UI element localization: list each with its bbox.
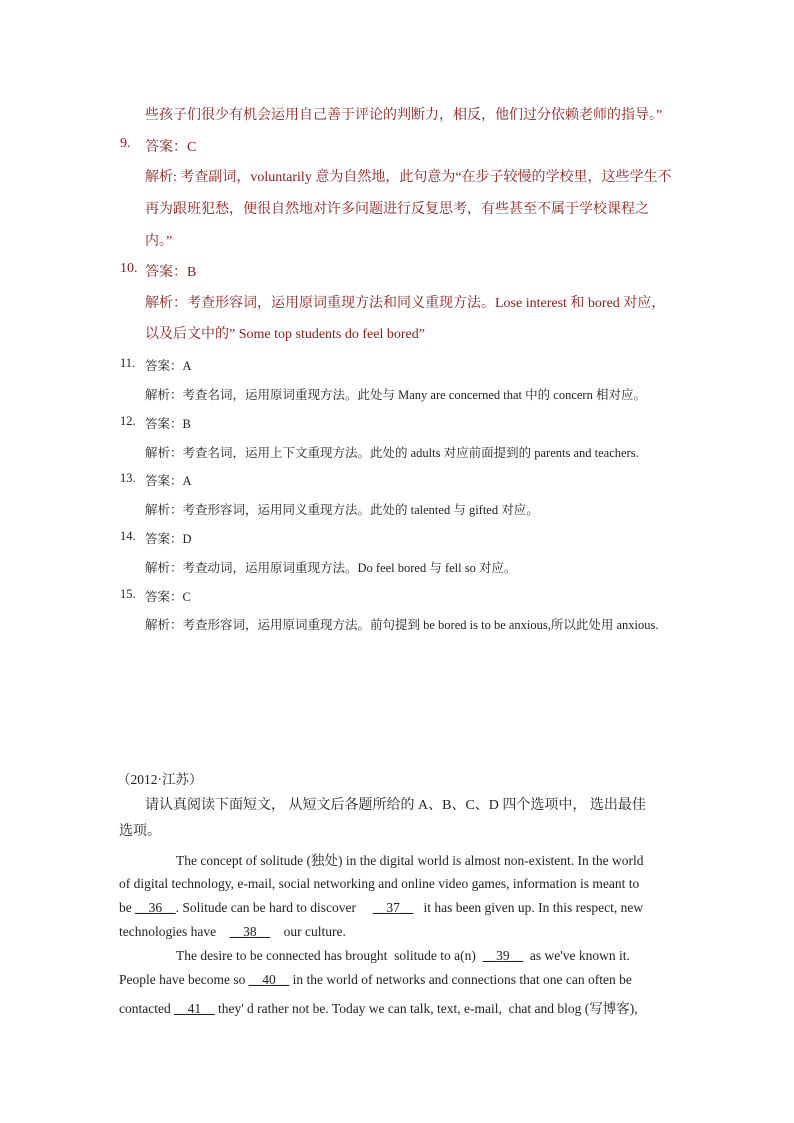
- explanation-line: 以及后文中的” Some top students do feel bored”: [145, 327, 425, 342]
- answer-label: 答案：C: [145, 140, 197, 155]
- explanation-line: 解析：考查形容词，运用原词重现方法和同义重现方法。Lose interest 和 bored 对应，: [145, 296, 666, 311]
- passage-text: technologies have: [119, 924, 230, 939]
- question-number: 11.: [120, 356, 136, 370]
- answer-8-explanation-tail: 些孩子们很少有机会运用自己善于评论的判断力，相反，他们过分依赖老师的指导。”: [145, 108, 663, 123]
- explanation-line: 再为跟班犯愁，便很自然地对许多问题进行反复思考，有些甚至不属于学校课程之: [145, 202, 649, 217]
- question-number: 15.: [120, 587, 136, 601]
- instruction-line: 选项。: [119, 824, 161, 839]
- answer-label: 答案：B: [145, 265, 197, 280]
- passage-text: People have become so: [119, 972, 249, 987]
- passage-line: [176, 948, 630, 964]
- answer-label: 答案：C: [145, 590, 191, 604]
- passage-line: [119, 972, 632, 988]
- explanation-line: 解析：考查名词，运用上下文重现方法。此处的 adults 对应前面提到的 parents and teachers.: [145, 446, 639, 460]
- question-number: 12.: [120, 414, 136, 428]
- blank-36: __36__: [135, 900, 176, 915]
- instruction-line: 请认真阅读下面短文， 从短文后各题所给的 A、B、C、D 四个选项中， 选出最佳: [145, 798, 646, 813]
- explanation-line: 解析: 考查副词，voluntarily 意为自然地，此句意为“在步子较慢的学校里，这些学生不: [145, 170, 672, 185]
- passage-line: [119, 924, 346, 940]
- passage-line: The concept of solitude (独处) in the digital world is almost non-existent. In the world: [176, 853, 644, 868]
- passage-text: The desire to be connected has brought solitude to a(n): [176, 948, 483, 963]
- blank-39: __39__: [482, 948, 524, 963]
- passage-line: [119, 900, 643, 916]
- passage-text: it has been given up. In this respect, new: [413, 900, 644, 915]
- explanation-line: 解析：考查形容词，运用原词重现方法。前句提到 be bored is to be anxious,所以此处用 anxious.: [145, 618, 659, 632]
- passage-line: [119, 997, 638, 1017]
- explanation-line: 解析：考查动词，运用原词重现方法。Do feel bored 与 fell so 对应。: [145, 561, 517, 575]
- explanation-line: 内。”: [145, 234, 173, 249]
- passage-text: our culture.: [270, 924, 346, 939]
- question-number: 13.: [120, 471, 136, 485]
- explanation-line: 解析：考查形容词，运用同义重现方法。此处的 talented 与 gifted 对应。: [145, 503, 539, 517]
- blank-38: __38__: [229, 924, 271, 939]
- passage-text: be: [119, 900, 136, 915]
- answer-label: 答案：D: [145, 532, 192, 546]
- blank-40: __40__: [248, 972, 290, 987]
- passage-text: contacted: [119, 1001, 175, 1016]
- blank-37: __37__: [372, 900, 414, 915]
- passage-text: in the world of networks and connections that one can often be: [289, 972, 632, 987]
- blank-41: __41__: [174, 1001, 215, 1016]
- passage-text: . Solitude can be hard to discover: [175, 900, 373, 915]
- source-label: （2012·江苏）: [117, 772, 203, 787]
- passage-text: they' d rather not be. Today we can talk, text, e-mail, chat and blog (写博客),: [214, 1001, 638, 1016]
- passage-line: of digital technology, e-mail, social networking and online video games, information is meant to: [119, 876, 640, 891]
- question-number: 9.: [120, 136, 131, 151]
- question-number: 14.: [120, 529, 136, 543]
- answer-label: 答案：A: [145, 359, 192, 373]
- question-number: 10.: [120, 261, 138, 276]
- answer-label: 答案：B: [145, 417, 191, 431]
- explanation-line: 解析：考查名词，运用原词重现方法。此处与 Many are concerned that 中的 concern 相对应。: [145, 388, 646, 402]
- passage-text: as we've known it.: [523, 948, 630, 963]
- answer-label: 答案：A: [145, 474, 192, 488]
